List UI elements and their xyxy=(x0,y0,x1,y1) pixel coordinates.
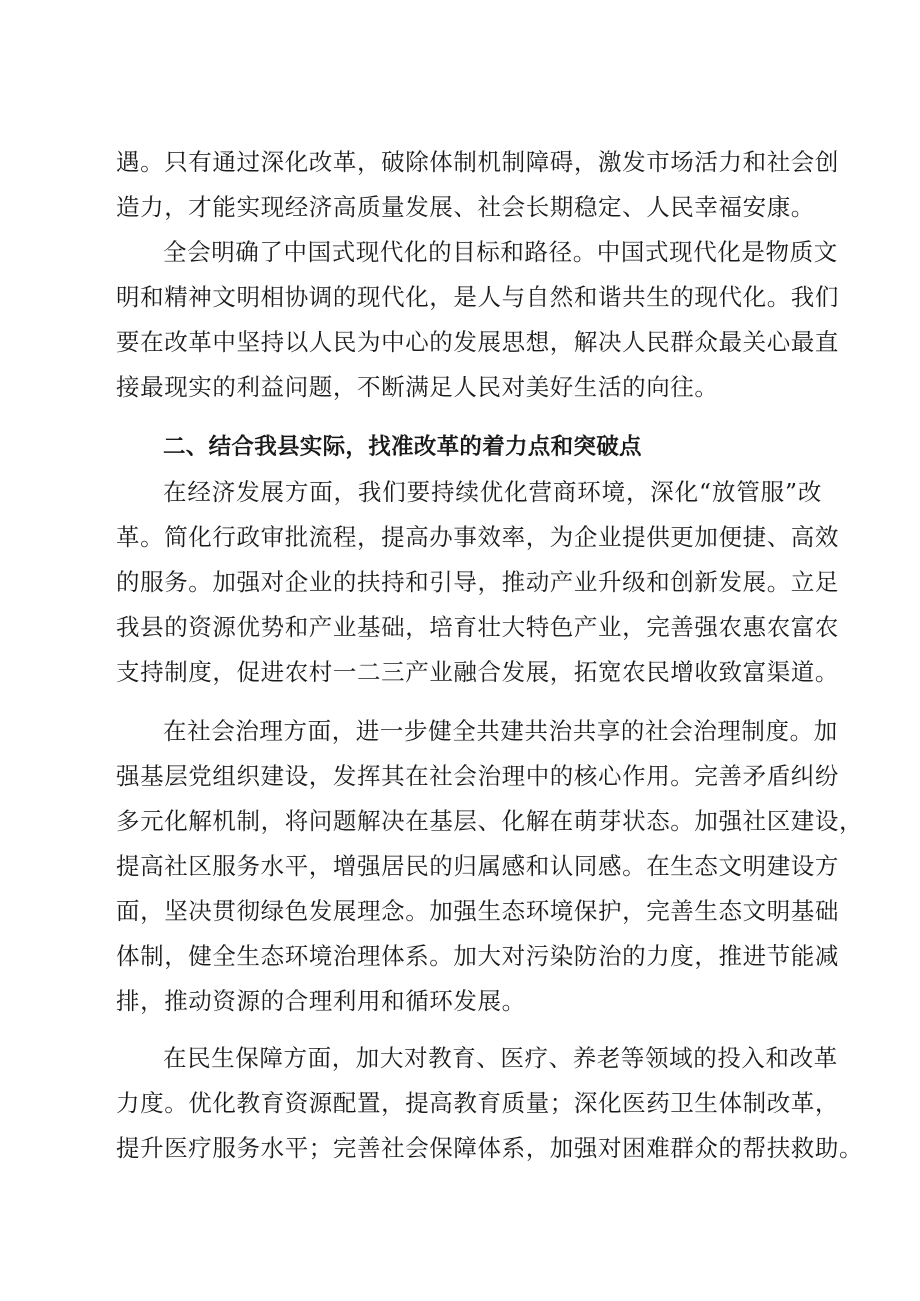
text-line: 面，坚决贯彻绿色发展理念。加强生态环境保护，完善生态文明基础 xyxy=(116,897,839,925)
text-line: 支持制度，促进农村一二三产业融合发展，拓宽农民增收致富渠道。 xyxy=(116,658,839,686)
text-line: 体制，健全生态环境治理体系。加大对污染防治的力度，推进节能减 xyxy=(116,942,839,970)
text-line: 的服务。加强对企业的扶持和引导，推动产业升级和创新发展。立足 xyxy=(116,568,839,596)
text-line: 在民生保障方面，加大对教育、医疗、养老等领域的投入和改革 xyxy=(163,1044,838,1072)
paragraph-4 xyxy=(116,709,864,1024)
text-line: 明和精神文明相协调的现代化，是人与自然和谐共生的现代化。我们 xyxy=(116,283,839,311)
document-body xyxy=(116,140,864,1171)
paragraph-5 xyxy=(116,1036,864,1171)
text-line: 要在改革中坚持以人民为中心的发展思想，解决人民群众最关心最直 xyxy=(116,328,839,356)
section-heading: 二、结合我县实际，找准改革的着力点和突破点 xyxy=(163,434,642,460)
text-line: 我县的资源优势和产业基础，培育壮大特色产业，完善强农惠农富农 xyxy=(116,613,839,641)
text-line: 革。简化行政审批流程，提高办事效率，为企业提供更加便捷、高效 xyxy=(116,523,839,551)
text-line: 力度。优化教育资源配置，提高教育质量；深化医药卫生体制改革， xyxy=(116,1089,839,1117)
text-line: 接最现实的利益问题，不断满足人民对美好生活的向往。 xyxy=(116,373,719,401)
text-line: 排，推动资源的合理利用和循环发展。 xyxy=(116,987,526,1015)
paragraph-spacer xyxy=(116,695,822,709)
text-line: 在社会治理方面，进一步健全共建共治共享的社会治理制度。加 xyxy=(163,717,838,745)
text-line: 全会明确了中国式现代化的目标和路径。中国式现代化是物质文 xyxy=(163,238,838,266)
paragraph-1 xyxy=(116,140,839,230)
paragraph-spacer xyxy=(116,1024,822,1036)
text-line: 提升医疗服务水平；完善社会保障体系，加强对困难群众的帮扶救助。 xyxy=(116,1134,864,1162)
text-line: 在经济发展方面，我们要持续优化营商环境，深化“放管服”改 xyxy=(163,478,822,506)
text-line: 提高社区服务水平，增强居民的归属感和认同感。在生态文明建设方 xyxy=(116,852,839,880)
text-line: 多元化解机制，将问题解决在基层、化解在萌芽状态。加强社区建设， xyxy=(116,807,864,835)
text-line: 强基层党组织建设，发挥其在社会治理中的核心作用。完善矛盾纠纷 xyxy=(116,762,839,790)
paragraph-2 xyxy=(116,230,839,410)
text-line: 造力，才能实现经济高质量发展、社会长期稳定、人民幸福安康。 xyxy=(116,193,815,221)
paragraph-3 xyxy=(116,470,839,695)
text-line: 遇。只有通过深化改革，破除体制机制障碍，激发市场活力和社会创 xyxy=(116,148,839,176)
